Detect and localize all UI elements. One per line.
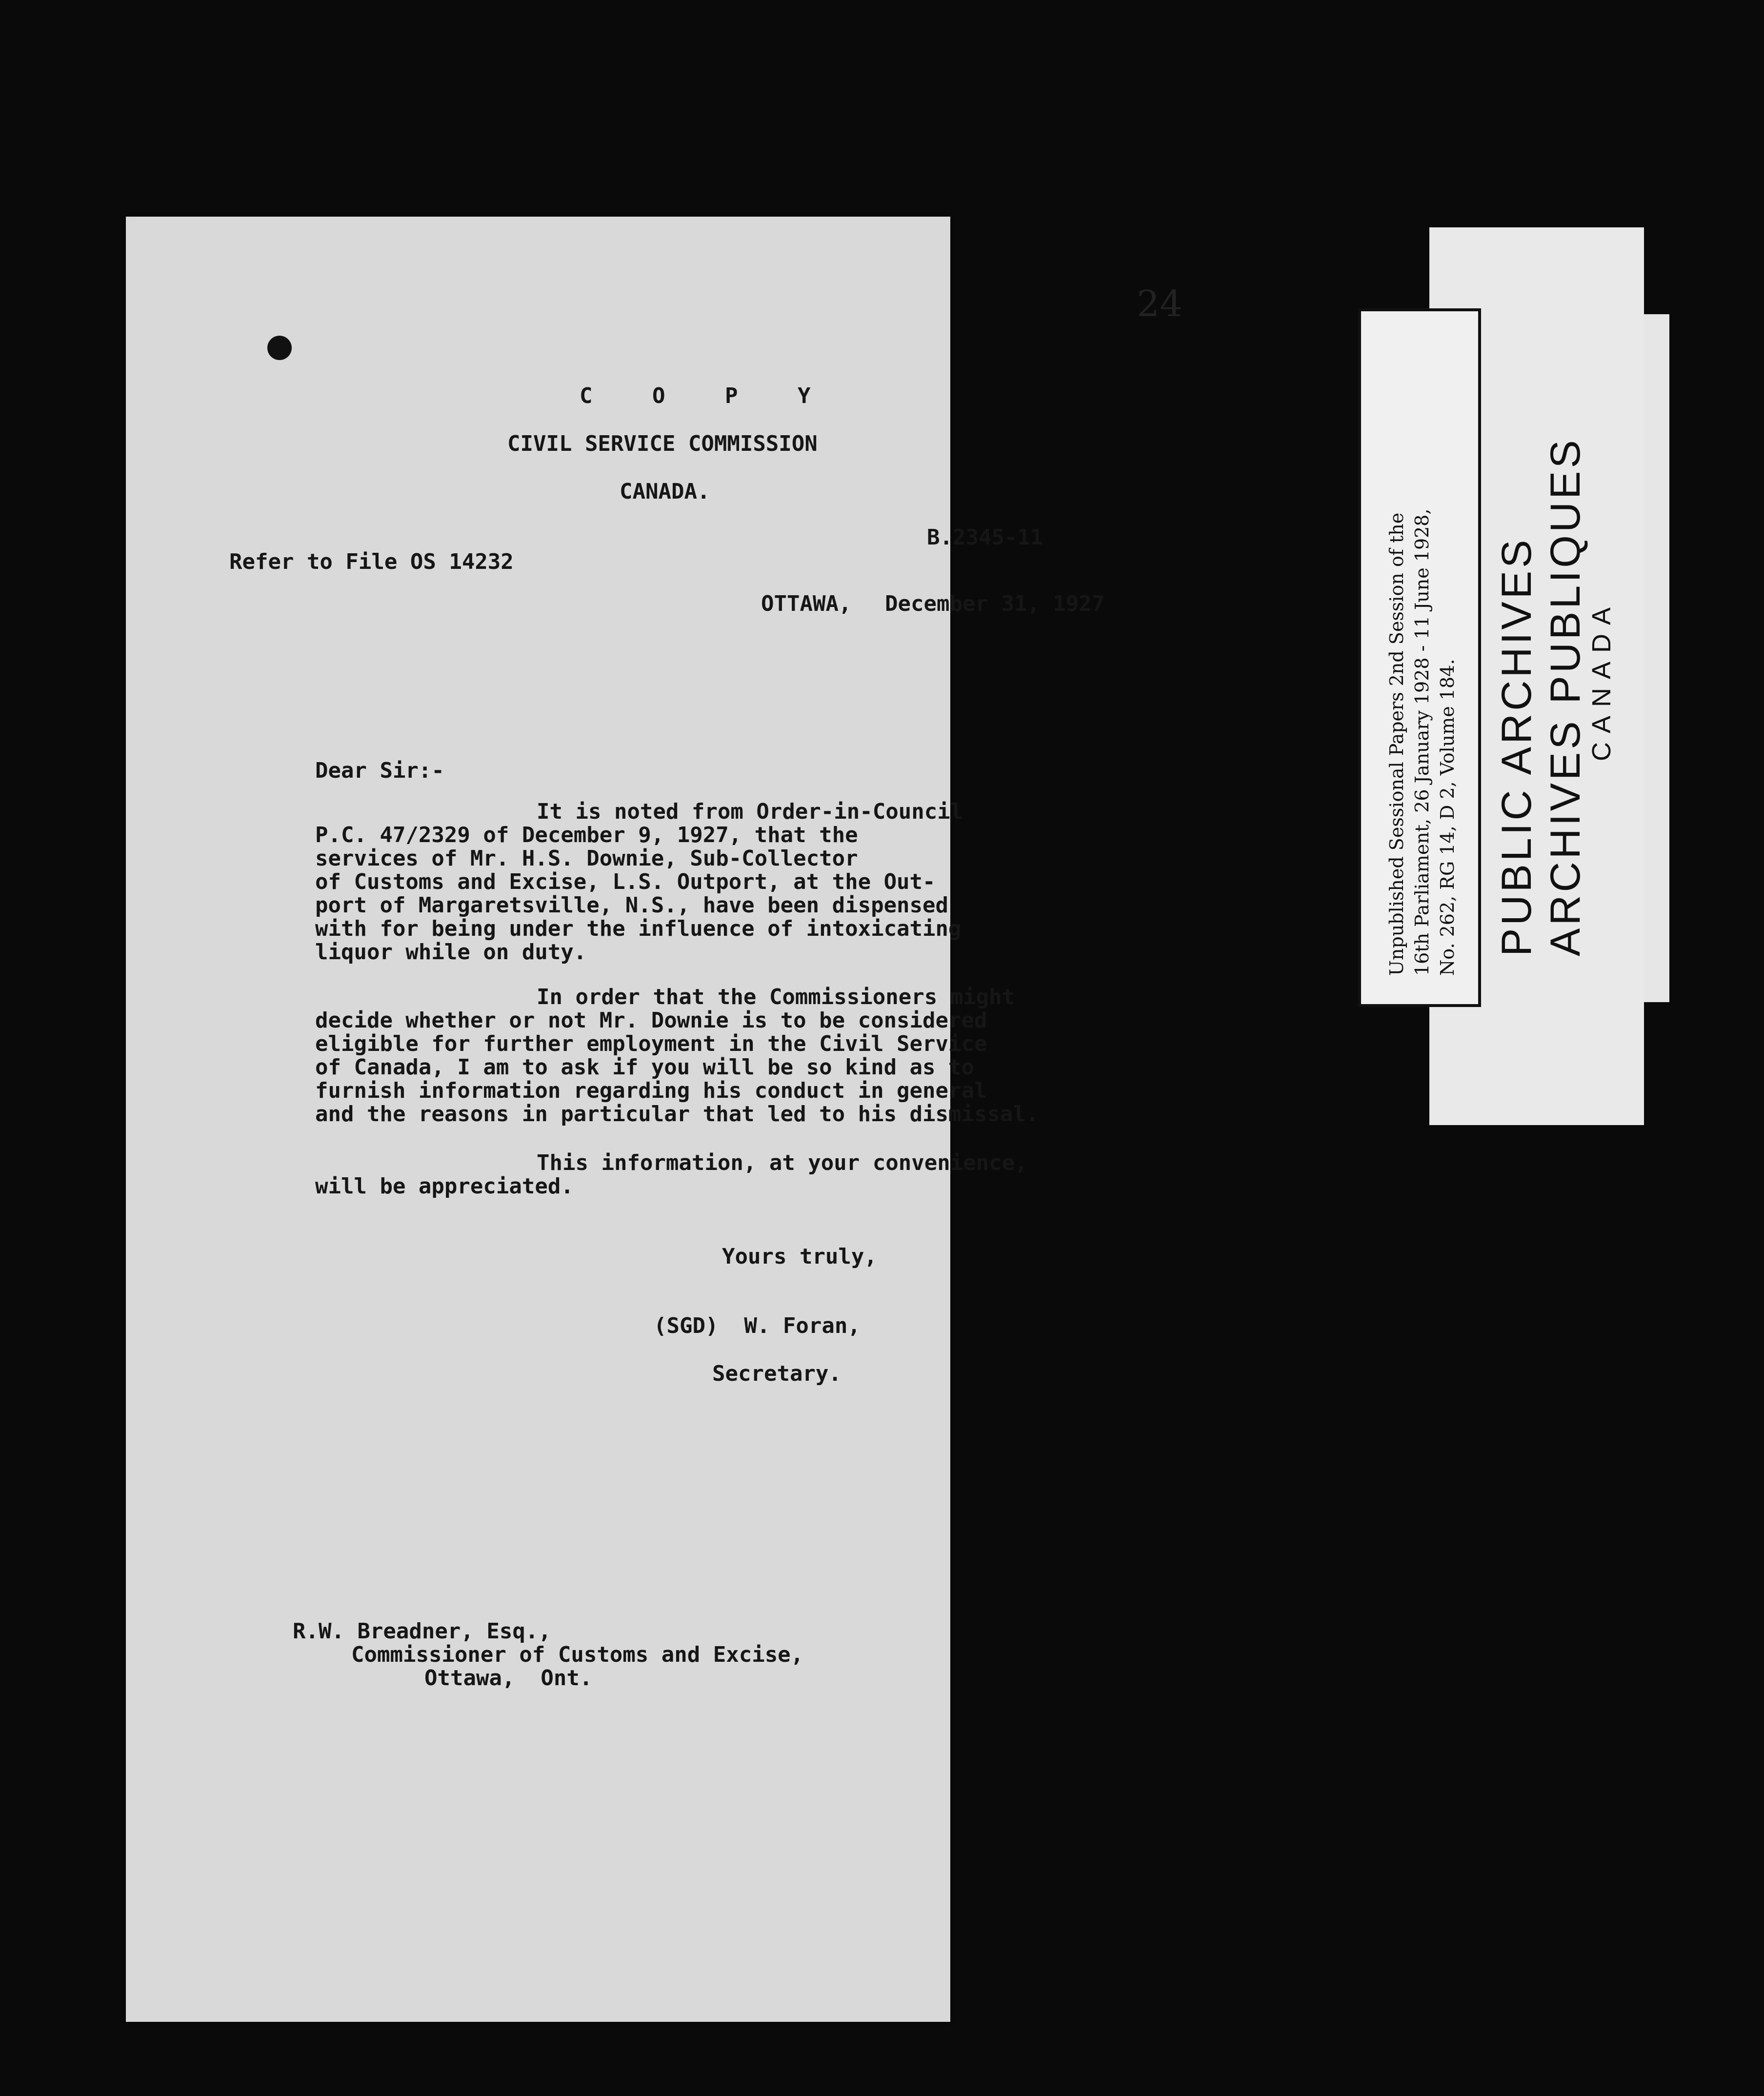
addressee-position: Commissioner of Customs and Excise, xyxy=(351,1642,804,1667)
paragraph-1-line-5: port of Margaretsville, N.S., have been dispensed xyxy=(315,893,949,918)
paragraph-1-line-3: services of Mr. H.S. Downie, Sub-Collector xyxy=(315,846,858,871)
punch-hole xyxy=(267,336,292,360)
paragraph-1-line-6: with for being under the influence of intoxicating xyxy=(315,916,962,941)
addressee-location: Ottawa, Ont. xyxy=(424,1666,593,1691)
file-reference: Refer to File OS 14232 xyxy=(229,549,514,574)
paragraph-3-line-1: This information, at your convenience, xyxy=(537,1150,1028,1175)
archive-citation-line-1: Unpublished Sessional Papers 2nd Session of the xyxy=(1386,512,1407,976)
archive-label-english: PUBLIC ARCHIVES xyxy=(1493,537,1540,956)
paragraph-2-line-6: and the reasons in particular that led to his dismissal. xyxy=(315,1102,1039,1127)
archive-slip-edge xyxy=(1644,314,1669,1002)
paragraph-2-line-1: In order that the Commissioners might xyxy=(537,985,1015,1009)
archive-label-country: CANADA xyxy=(1587,598,1616,761)
dateline-place: OTTAWA, xyxy=(761,591,852,616)
paragraph-1-line-7: liquor while on duty. xyxy=(315,940,587,965)
archive-citation-line-3: No. 262, RG 14, D 2, Volume 184. xyxy=(1437,659,1458,976)
paragraph-3-line-2: will be appreciated. xyxy=(315,1174,574,1199)
paragraph-2-line-2: decide whether or not Mr. Downie is to be considered xyxy=(315,1008,987,1033)
paragraph-2-line-3: eligible for further employment in the Civil Service xyxy=(315,1031,987,1056)
paragraph-1-line-2: P.C. 47/2329 of December 9, 1927, that the xyxy=(315,823,858,847)
archive-citation-line-2: 16th Parliament, 26 January 1928 - 11 June 1928, xyxy=(1411,508,1433,976)
addressee-name: R.W. Breadner, Esq., xyxy=(293,1619,551,1644)
country-name: CANADA. xyxy=(620,479,710,504)
paragraph-2-line-5: furnish information regarding his conduct in general xyxy=(315,1078,987,1103)
salutation: Dear Sir:- xyxy=(315,758,444,783)
signature: (SGD) W. Foran, xyxy=(654,1313,861,1338)
dateline-date: December 31, 1927 xyxy=(885,591,1105,616)
paragraph-2-line-4: of Canada, I am to ask if you will be so kind as to xyxy=(315,1055,975,1080)
organization-name: CIVIL SERVICE COMMISSION xyxy=(507,431,818,456)
archive-label-french: ARCHIVES PUBLIQUES xyxy=(1542,437,1589,956)
paragraph-1-line-4: of Customs and Excise, L.S. Outport, at the Out- xyxy=(315,869,936,894)
page-number: 24 xyxy=(1137,283,1183,325)
reference-number: B.2345-11 xyxy=(927,525,1043,550)
complimentary-close: Yours truly, xyxy=(722,1244,877,1269)
paragraph-1-line-1: It is noted from Order-in-Council xyxy=(537,799,963,824)
signatory-title: Secretary. xyxy=(712,1361,842,1386)
copy-heading: C O P Y xyxy=(580,383,834,408)
